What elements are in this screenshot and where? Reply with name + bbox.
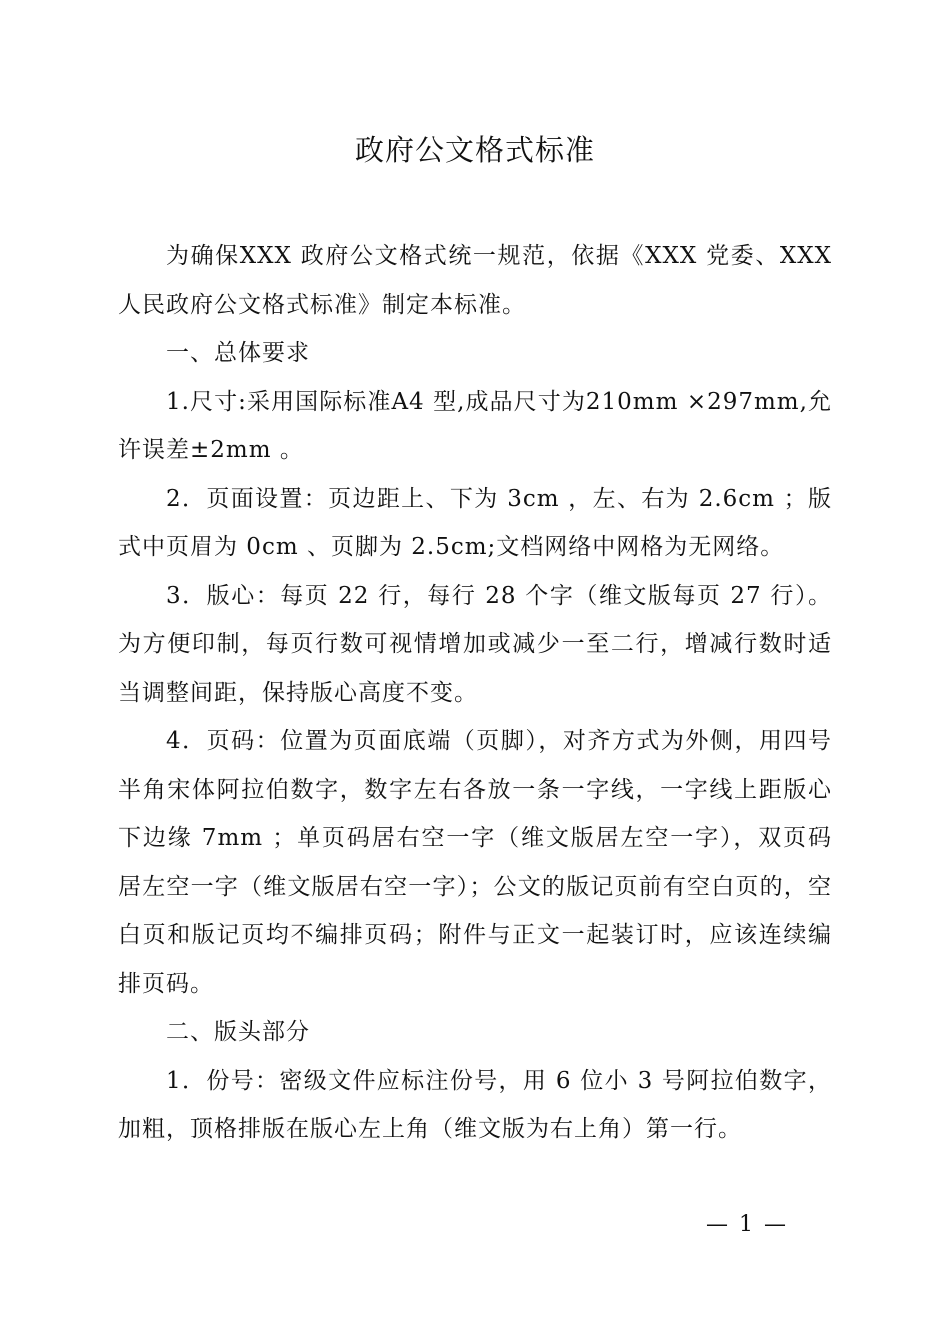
section-heading-general-requirements: 一、总体要求 bbox=[166, 340, 310, 366]
clause-page-number: 4．页码：位置为页面底端（页脚），对齐方式为外侧，用四号半角宋体阿拉伯数字，数字左右各放一条一字线，一字线上距版心下边缘 7mm ；单页码居右空一字（维文版居左空一字），双页码居左空一字（维文版居右空一字）；公文的版记页前有空白页的，空白页和版记页均不编排页码；附件与正文一起装订时，应该连续编排页码。 bbox=[118, 728, 832, 997]
intro-paragraph: 为确保XXX 政府公文格式统一规范，依据《XXX 党委、XXX 人民政府公文格式标准》制定本标准。 bbox=[118, 243, 832, 318]
clause-text-block: 3．版心：每页 22 行，每行 28 个字（维文版每页 27 行）。为方便印制，每页行数可视情增加或减少一至二行，增减行数时适当调整间距，保持版心高度不变。 bbox=[118, 582, 832, 706]
clause-copy-number: 1．份号：密级文件应标注份号，用 6 位小 3 号阿拉伯数字，加粗，顶格排版在版心左上角（维文版为右上角）第一行。 bbox=[118, 1067, 832, 1142]
page-number: — 1 — bbox=[706, 1212, 788, 1237]
clause-size: 1.尺寸:采用国际标准A4 型,成品尺寸为210mm ×297mm,允许误差±2mm 。 bbox=[118, 388, 832, 463]
section-heading-header-part: 二、版头部分 bbox=[166, 1019, 310, 1045]
clause-page-setup: 2．页面设置：页边距上、下为 3cm ，左、右为 2.6cm ；版式中页眉为 0cm 、页脚为 2.5cm;文档网络中网格为无网络。 bbox=[118, 485, 832, 560]
document-title: 政府公文格式标准 bbox=[354, 133, 595, 167]
document-body bbox=[118, 232, 832, 1154]
